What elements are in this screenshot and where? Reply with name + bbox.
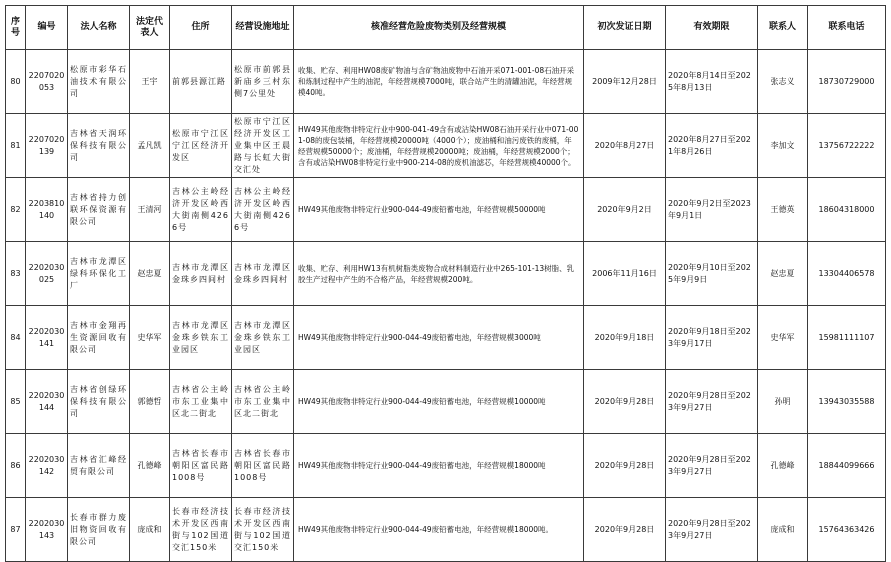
cell-company: 长春市群力废旧物资回收有限公司 (68, 498, 130, 562)
cell-validity: 2020年8月27日至2021年8月26日 (666, 114, 758, 178)
cell-company: 吉林市龙潭区绿科环保化工厂 (68, 242, 130, 306)
cell-seq: 83 (6, 242, 26, 306)
cell-number: 2207020053 (26, 50, 68, 114)
cell-validity: 2020年9月10日至2025年9月9日 (666, 242, 758, 306)
cell-phone: 18604318000 (808, 178, 886, 242)
cell-contact: 李加文 (758, 114, 808, 178)
cell-legal-rep: 庞成和 (130, 498, 170, 562)
cell-seq: 85 (6, 370, 26, 434)
cell-seq: 80 (6, 50, 26, 114)
cell-residence: 吉林市龙潭区金珠乡铁东工业园区 (170, 306, 232, 370)
cell-company: 吉林省天润环保科技有限公司 (68, 114, 130, 178)
table-row (6, 50, 886, 114)
cell-scope: HW49其他废物非特定行业900-044-49废铅蓄电池，年经营规模10000吨 (294, 370, 584, 434)
cell-phone: 13304406578 (808, 242, 886, 306)
cell-facility-address: 吉林公主岭经济开发区岭西大街南侧4266号 (232, 178, 294, 242)
cell-scope: HW49其他废物非特定行业中900-041-49含有或沾染HW08石油开采行业中071-001-08的废包装桶，年经营规模20000吨（4000个）；废油桶和油污废铁的废桶，年经营规模50000个；废油桶，年经营规模20000吨；废油桶，年经营规模2000个；含有或沾染HW08非特定行业中900-214-08的废机油滤芯，年经营规模40000个。 (294, 114, 584, 178)
cell-scope: HW49其他废物非特定行业900-044-49废铅蓄电池，年经营规模50000吨 (294, 178, 584, 242)
cell-validity: 2020年8月14日至2025年8月13日 (666, 50, 758, 114)
header-facility-address: 经营设施地址 (232, 6, 294, 50)
cell-phone: 13943035588 (808, 370, 886, 434)
cell-legal-rep: 赵忠夏 (130, 242, 170, 306)
cell-contact: 史华军 (758, 306, 808, 370)
cell-residence: 松原市宁江区宁江区经济开发区 (170, 114, 232, 178)
cell-facility-address: 吉林市龙潭区金珠乡铁东工业园区 (232, 306, 294, 370)
cell-seq: 81 (6, 114, 26, 178)
cell-legal-rep: 王宇 (130, 50, 170, 114)
header-scope: 核准经营危险废物类别及经营规模 (294, 6, 584, 50)
cell-validity: 2020年9月28日至2023年9月27日 (666, 434, 758, 498)
cell-legal-rep: 史华军 (130, 306, 170, 370)
cell-scope: HW49其他废物非特定行业900-044-49废铅蓄电池，年经营规模18000吨 (294, 434, 584, 498)
cell-scope: HW49其他废物非特定行业900-044-49废铅蓄电池，年经营规模3000吨 (294, 306, 584, 370)
cell-facility-address: 吉林市龙潭区金珠乡四间村 (232, 242, 294, 306)
cell-validity: 2020年9月2日至2023年9月1日 (666, 178, 758, 242)
cell-seq: 84 (6, 306, 26, 370)
cell-seq: 82 (6, 178, 26, 242)
cell-residence: 吉林省公主岭市东工业集中区北二街北 (170, 370, 232, 434)
cell-facility-address: 吉林省长春市朝阳区富民路1008号 (232, 434, 294, 498)
cell-contact: 孙明 (758, 370, 808, 434)
cell-residence: 吉林省长春市朝阳区富民路1008号 (170, 434, 232, 498)
table-row (6, 370, 886, 434)
cell-first-issue-date: 2020年8月27日 (584, 114, 666, 178)
header-first-issue-date: 初次发证日期 (584, 6, 666, 50)
cell-contact: 庞成和 (758, 498, 808, 562)
header-legal-rep: 法定代表人 (130, 6, 170, 50)
cell-seq: 87 (6, 498, 26, 562)
table-row (6, 498, 886, 562)
cell-number: 2202030143 (26, 498, 68, 562)
cell-scope: 收集、贮存、利用HW08废矿物油与含矿物油废物中石油开采071-001-08石油开采和炼制过程中产生的油泥，年经营规模7000吨，联合站产生的清罐油泥，年经营规模40吨。 (294, 50, 584, 114)
cell-legal-rep: 孔德峰 (130, 434, 170, 498)
cell-contact: 王德英 (758, 178, 808, 242)
cell-facility-address: 松原市宁江区经济开发区工业集中区王晨路与长虹大街交汇处 (232, 114, 294, 178)
header-number: 编号 (26, 6, 68, 50)
cell-phone: 15981111107 (808, 306, 886, 370)
cell-residence: 长春市经济技术开发区西南街与102国道交汇150米 (170, 498, 232, 562)
header-seq: 序号 (6, 6, 26, 50)
cell-validity: 2020年9月28日至2023年9月27日 (666, 370, 758, 434)
header-row (6, 6, 886, 50)
table-row (6, 434, 886, 498)
cell-phone: 18844099666 (808, 434, 886, 498)
table-row (6, 178, 886, 242)
cell-first-issue-date: 2020年9月18日 (584, 306, 666, 370)
cell-seq: 86 (6, 434, 26, 498)
table-row (6, 114, 886, 178)
header-residence: 住所 (170, 6, 232, 50)
cell-first-issue-date: 2020年9月28日 (584, 498, 666, 562)
cell-company: 吉林市金翔再生资源回收有限公司 (68, 306, 130, 370)
cell-scope: 收集、贮存、利用HW13有机树脂类废物合成材料制造行业中265-101-13树脂、乳胶生产过程中产生的不合格产品，年经营规模200吨。 (294, 242, 584, 306)
table-row (6, 242, 886, 306)
cell-residence: 前郭县源江路 (170, 50, 232, 114)
cell-number: 2202030141 (26, 306, 68, 370)
cell-company: 吉林省汇峰经贸有限公司 (68, 434, 130, 498)
cell-residence: 吉林市龙潭区金珠乡四间村 (170, 242, 232, 306)
cell-company: 吉林省创绿环保科技有限公司 (68, 370, 130, 434)
header-company: 法人名称 (68, 6, 130, 50)
cell-first-issue-date: 2020年9月2日 (584, 178, 666, 242)
permit-table (5, 5, 886, 562)
cell-number: 2207020139 (26, 114, 68, 178)
document-page (5, 5, 885, 562)
cell-phone: 13756722222 (808, 114, 886, 178)
header-validity: 有效期限 (666, 6, 758, 50)
cell-phone: 15764363426 (808, 498, 886, 562)
cell-number: 2202030142 (26, 434, 68, 498)
cell-company: 吉林省持力创联环保资源有限公司 (68, 178, 130, 242)
header-contact: 联系人 (758, 6, 808, 50)
cell-first-issue-date: 2020年9月28日 (584, 434, 666, 498)
cell-company: 松原市彩华石油技术有限公司 (68, 50, 130, 114)
cell-first-issue-date: 2009年12月28日 (584, 50, 666, 114)
cell-first-issue-date: 2006年11月16日 (584, 242, 666, 306)
cell-contact: 张志义 (758, 50, 808, 114)
table-row (6, 306, 886, 370)
cell-scope: HW49其他废物非特定行业900-044-49废铅蓄电池，年经营规模18000吨。 (294, 498, 584, 562)
cell-facility-address: 吉林省公主岭市东工业集中区北二街北 (232, 370, 294, 434)
cell-legal-rep: 王清河 (130, 178, 170, 242)
cell-facility-address: 长春市经济技术开发区西南街与102国道交汇150米 (232, 498, 294, 562)
cell-contact: 赵忠夏 (758, 242, 808, 306)
header-phone: 联系电话 (808, 6, 886, 50)
cell-validity: 2020年9月18日至2023年9月17日 (666, 306, 758, 370)
cell-phone: 18730729000 (808, 50, 886, 114)
cell-contact: 孔德峰 (758, 434, 808, 498)
cell-number: 2202030144 (26, 370, 68, 434)
cell-validity: 2020年9月28日至2023年9月27日 (666, 498, 758, 562)
cell-legal-rep: 郭德哲 (130, 370, 170, 434)
cell-number: 2202030025 (26, 242, 68, 306)
cell-facility-address: 松原市前郭县新庙乡三村东侧7公里处 (232, 50, 294, 114)
cell-number: 2203810140 (26, 178, 68, 242)
cell-residence: 吉林公主岭经济开发区岭西大街南侧4266号 (170, 178, 232, 242)
cell-first-issue-date: 2020年9月28日 (584, 370, 666, 434)
cell-legal-rep: 孟凡凯 (130, 114, 170, 178)
